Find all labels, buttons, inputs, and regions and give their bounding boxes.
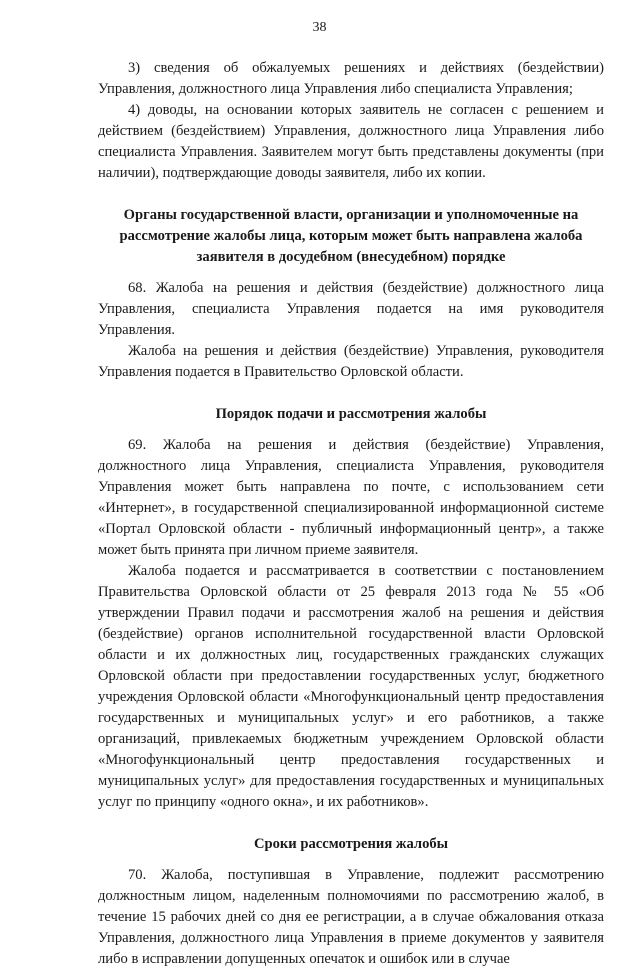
paragraph-70: 70. Жалоба, поступившая в Управление, подлежит рассмотрению должностным лицом, наделенным полномочиями по рассмотрению жалоб, в течение 15 рабочих дней со дня ее регистрации, а в случае обжалования отказа Управления, должностного лица Управления в приеме документов у заявителя либо в исправлении допущенных опечаток и ошибок или в случае [98, 867, 604, 967]
page-number: 38 [312, 20, 327, 35]
section-heading-complaint-authorities: Органы государственной власти, организации и уполномоченные на рассмотрение жалобы лица, которым может быть направлена жалоба заявителя в досудебном (внесудебном) порядке [119, 207, 583, 265]
paragraph-item-4: 4) доводы, на основании которых заявитель не согласен с решением и действием (бездействием) Управления, должностного лица Управления либо специалиста Управления. Заявителем могут быть представлены документы (при наличии), подтверждающие доводы заявителя, либо их копии. [98, 102, 604, 181]
paragraph-68: 68. Жалоба на решения и действия (бездействие) должностного лица Управления, специалиста Управления подается на имя руководителя Управления. [98, 280, 604, 338]
section-heading-complaint-terms: Сроки рассмотрения жалобы [253, 836, 449, 852]
paragraph-69: 69. Жалоба на решения и действия (бездействие) Управления, должностного лица Управления, специалиста Управления, руководителя Управления может быть направлена по почте, с использованием сети «Интернет», в государственной специализированной информационной системе «Портал Орловской области - публичный информационный центр», а также может быть принята при личном приеме заявителя. [98, 437, 604, 558]
paragraph-item-3: 3) сведения об обжалуемых решениях и действиях (бездействии) Управления, должностного лица Управления либо специалиста Управления; [98, 60, 604, 97]
section-heading-complaint-procedure: Порядок подачи и рассмотрения жалобы [215, 406, 487, 422]
paragraph-68-continued: Жалоба на решения и действия (бездействие) Управления, руководителя Управления подается в Правительство Орловской области. [98, 343, 604, 380]
paragraph-69-continued: Жалоба подается и рассматривается в соответствии с постановлением Правительства Орловской области от 25 февраля 2013 года № 55 «Об утверждении Правил подачи и рассмотрения жалоб на решения и действия (бездействие) органов исполнительной государственной власти Орловской области и их должностных лиц, государственных гражданских служащих Орловской области при предоставлении государственных услуг, бюджетного учреждения Орловской области «Многофункциональный центр предоставления государственных и муниципальных услуг» и его работников, а также организаций, привлекаемых бюджетным учреждением Орловской области «Многофункциональный центр предоставления государственных и муниципальных услуг» для предоставления государственных и муниципальных услуг по принципу «одного окна», и их работников». [98, 563, 604, 810]
document-body [98, 58, 604, 970]
